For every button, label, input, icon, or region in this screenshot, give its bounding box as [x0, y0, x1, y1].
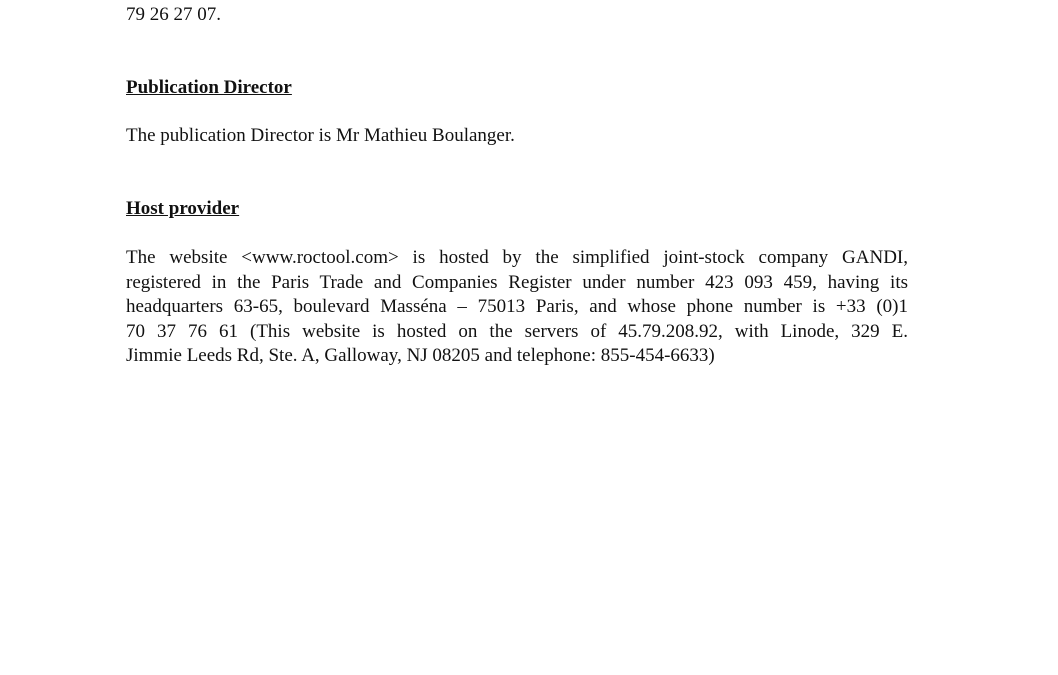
host-provider-line: Jimmie Leeds Rd, Ste. A, Galloway, NJ 08205 and telephone: 855-454-6633)	[126, 345, 715, 366]
host-provider-line: 70 37 76 61 (This website is hosted on the servers of 45.79.208.92, with Linode, 329 E.	[126, 320, 908, 342]
host-provider-paragraph	[126, 246, 908, 369]
previous-paragraph-fragment: 79 26 27 07.	[126, 4, 221, 25]
host-provider-line: headquarters 63-65, boulevard Masséna – 75013 Paris, and whose phone number is +33 (0)1	[126, 296, 908, 317]
host-provider-line: registered in the Paris Trade and Companies Register under number 423 093 459, having its	[126, 271, 908, 293]
host-provider-heading: Host provider	[126, 198, 240, 219]
publication-director-text: The publication Director is Mr Mathieu Boulanger.	[126, 125, 515, 146]
host-provider-line: The website <www.roctool.com> is hosted by the simplified joint-stock company GANDI,	[126, 247, 908, 268]
publication-director-heading: Publication Director	[126, 77, 292, 98]
